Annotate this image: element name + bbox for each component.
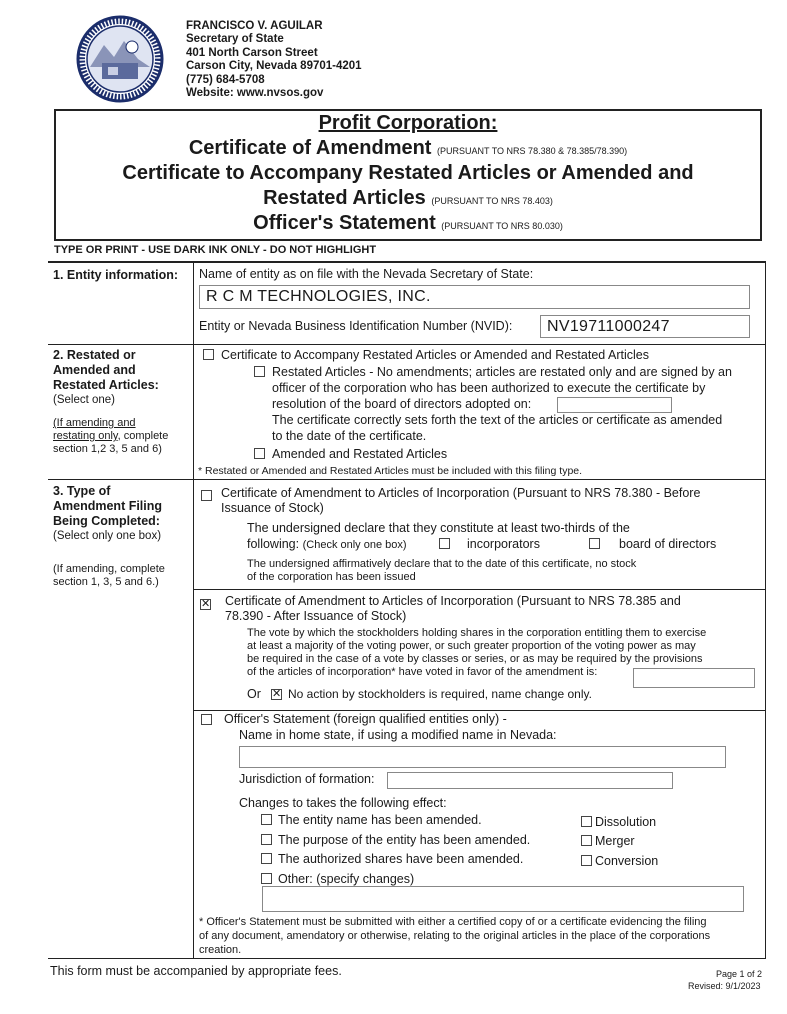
- revised-date: Revised: 9/1/2023: [688, 981, 761, 991]
- amendment-before-stock-l2: Issuance of Stock): [221, 501, 324, 515]
- address-city: Carson City, Nevada 89701-4201: [186, 60, 362, 73]
- table-right-border: [765, 262, 766, 959]
- amendment-after-stock-l2: 78.390 - After Issuance of Stock): [225, 609, 407, 623]
- section3-label: [53, 484, 162, 544]
- nvid-value: NV19711000247: [547, 318, 670, 335]
- subrow-divider-3b: [194, 710, 766, 711]
- restated-articles-l2: officer of the corporation who has been authorized to execute the certificate by: [272, 381, 706, 395]
- title-line4-main: Restated Articles: [263, 187, 426, 209]
- row-divider-1: [48, 344, 766, 345]
- or-label: Or: [247, 687, 261, 701]
- checkbox-dissolution[interactable]: [581, 816, 592, 827]
- two-thirds-declaration: The undersigned declare that they constitute at least two-thirds of the: [247, 521, 630, 535]
- checkbox-conversion[interactable]: [581, 855, 592, 866]
- no-action-label: No action by stockholders is required, name change only.: [288, 687, 592, 701]
- jurisdiction-field[interactable]: [387, 772, 673, 789]
- section2-label-l2: Amended and: [53, 363, 136, 377]
- table-bottom-border: [48, 958, 766, 959]
- nevada-state-seal-icon: [76, 15, 164, 103]
- nvid-prompt: Entity or Nevada Business Identification Number (NVID):: [199, 319, 513, 333]
- title-line5-note: (PURSUANT TO NRS 80.030): [441, 221, 563, 231]
- section3-label-l1: 3. Type of: [53, 484, 111, 498]
- label-board-of-directors: board of directors: [619, 537, 717, 551]
- restated-articles-l1: Restated Articles - No amendments; articles are restated only and are signed by an: [272, 365, 732, 379]
- label-incorporators: incorporators: [467, 537, 540, 551]
- form-title-box: [54, 109, 762, 241]
- section2-label-l3: Restated Articles:: [53, 378, 159, 392]
- no-stock-declaration-l2: of the corporation has been issued: [247, 571, 416, 583]
- address-street: 401 North Carson Street: [186, 46, 318, 59]
- option-amended-restated: Amended and Restated Articles: [272, 447, 448, 461]
- vote-text-l3: be required in the case of a vote by classes or series, or as may be required by the provisions: [247, 653, 703, 665]
- checkbox-incorporators[interactable]: [439, 538, 450, 549]
- checkbox-purpose-amended[interactable]: [261, 834, 272, 845]
- restated-articles-l5: to the date of the certificate.: [272, 429, 427, 443]
- fees-notice: This form must be accompanied by appropriate fees.: [50, 964, 342, 978]
- checkbox-entity-name-amended[interactable]: [261, 814, 272, 825]
- title-certificate-of-amendment: [56, 137, 760, 160]
- home-state-name-field[interactable]: [239, 746, 726, 768]
- checkbox-certificate-accompany[interactable]: [203, 349, 214, 360]
- checkbox-restated-articles[interactable]: [254, 366, 265, 377]
- vote-text-l1: The vote by which the stockholders holding shares in the corporation entitling them to exercise: [247, 627, 707, 639]
- title-line4-note: (PURSUANT TO NRS 78.403): [431, 196, 553, 206]
- amendment-after-stock-l1: Certificate of Amendment to Articles of Incorporation (Pursuant to NRS 78.385 and: [225, 594, 681, 608]
- table-column-divider: [193, 262, 194, 959]
- checkbox-amendment-before-stock[interactable]: [201, 490, 212, 501]
- section2-select-one: (Select one): [53, 394, 116, 406]
- entity-name-prompt: Name of entity as on file with the Nevada Secretary of State:: [199, 267, 534, 281]
- label-conversion: Conversion: [595, 854, 659, 868]
- phone: (775) 684-5708: [186, 73, 265, 86]
- title-profit-corporation: Profit Corporation:: [318, 112, 498, 134]
- title-certificate-accompany: Certificate to Accompany Restated Articles or Amended and: [122, 162, 694, 184]
- check-only-one-note: (Check only one box): [302, 539, 407, 551]
- section3-label-l2: Amendment Filing: [53, 499, 163, 513]
- page-number: Page 1 of 2: [716, 969, 763, 979]
- checkbox-board-of-directors[interactable]: [589, 538, 600, 549]
- checkbox-merger[interactable]: [581, 835, 592, 846]
- section3-note: [53, 563, 165, 589]
- option-certificate-accompany: Certificate to Accompany Restated Articles or Amended and Restated Articles: [221, 348, 649, 362]
- label-dissolution: Dissolution: [595, 815, 657, 829]
- section1-label: 1. Entity information:: [53, 268, 178, 282]
- section3-label-l3: Being Completed:: [53, 514, 160, 528]
- title-line5-main: Officer's Statement: [253, 212, 436, 234]
- option-other-changes: Other: (specify changes): [278, 872, 415, 886]
- section2-note-l3: section 1,2 3, 5 and 6): [53, 443, 162, 455]
- entity-name-value: R C M TECHNOLOGIES, INC.: [206, 288, 431, 305]
- following-label: following:: [247, 537, 300, 551]
- restated-articles-l3: resolution of the board of directors adopted on:: [272, 397, 532, 411]
- jurisdiction-label: Jurisdiction of formation:: [239, 772, 375, 786]
- checkbox-other-changes[interactable]: [261, 873, 272, 884]
- checkmark-x-icon: ✕: [201, 598, 211, 610]
- amendment-before-stock-l1: Certificate of Amendment to Articles of Incorporation (Pursuant to NRS 78.380 - Before: [221, 486, 701, 500]
- ink-instruction: TYPE OR PRINT - USE DARK INK ONLY - DO NOT HIGHLIGHT: [54, 244, 377, 256]
- section3-note-l1: (If amending, complete: [53, 563, 165, 575]
- title-line2-main: Certificate of Amendment: [188, 137, 432, 159]
- checkbox-authorized-shares-amended[interactable]: [261, 853, 272, 864]
- table-top-border: [48, 261, 766, 263]
- option-entity-name-amended: The entity name has been amended.: [278, 813, 482, 827]
- section2-note-l1: (If amending and: [53, 417, 136, 429]
- option-authorized-shares-amended: The authorized shares have been amended.: [278, 852, 524, 866]
- label-merger: Merger: [595, 834, 635, 848]
- officer-footnote-l3: creation.: [199, 944, 242, 956]
- title-line2-note: (PURSUANT TO NRS 78.380 & 78.385/78.390): [437, 146, 628, 156]
- section3-note-l2: section 1, 3, 5 and 6.): [53, 576, 159, 588]
- officers-statement-l2: Name in home state, if using a modified name in Nevada:: [239, 728, 557, 742]
- checkbox-amended-restated[interactable]: [254, 448, 265, 459]
- nvid-field[interactable]: [540, 315, 750, 338]
- title-restated-articles: [56, 187, 760, 210]
- secretary-name: FRANCISCO V. AGUILAR: [186, 20, 323, 32]
- section2-label-l1: 2. Restated or: [53, 348, 136, 362]
- subrow-divider-3a: [194, 589, 766, 590]
- section2-note-l2: restating only, complete: [53, 430, 169, 442]
- entity-name-field[interactable]: [199, 285, 750, 309]
- checkbox-amendment-after-stock[interactable]: [200, 599, 211, 610]
- officer-footnote-l2: of any document, amendatory or otherwise, relating to the original articles in the place of the corporations: [199, 930, 711, 942]
- officers-statement-l1: Officer's Statement (foreign qualified entities only) -: [224, 712, 507, 726]
- secretary-of-state-header: [186, 20, 362, 100]
- board-resolution-date-field[interactable]: [557, 397, 672, 413]
- section2-note: [53, 417, 168, 456]
- changes-label: Changes to takes the following effect:: [239, 796, 447, 810]
- following-line: [247, 537, 407, 553]
- checkbox-officers-statement[interactable]: [201, 714, 212, 725]
- section3-select-one: (Select only one box): [53, 530, 162, 542]
- checkbox-no-action[interactable]: [271, 689, 282, 700]
- no-stock-declaration-l1: The undersigned affirmatively declare that to the date of this certificate, no stock: [247, 558, 637, 570]
- section2-footnote: * Restated or Amended and Restated Articles must be included with this filing type.: [198, 465, 583, 477]
- restated-articles-l4: The certificate correctly sets forth the text of the articles or certificate as amended: [272, 413, 723, 427]
- other-changes-field[interactable]: [262, 886, 744, 912]
- secretary-title: Secretary of State: [186, 33, 284, 46]
- title-officers-statement: [56, 212, 760, 235]
- option-purpose-amended: The purpose of the entity has been amended.: [278, 833, 531, 847]
- vote-text-l2: at least a majority of the voting power, or such greater proportion of the voting power as may: [247, 640, 696, 652]
- vote-text-l4: of the articles of incorporation* have voted in favor of the amendment is:: [247, 666, 598, 678]
- website: Website: www.nvsos.gov: [186, 87, 324, 100]
- vote-percentage-field[interactable]: [633, 668, 755, 688]
- checkmark-x-icon: ✕: [272, 688, 282, 700]
- row-divider-2: [48, 479, 766, 480]
- section2-label: [53, 348, 159, 408]
- officer-footnote-l1: * Officer's Statement must be submitted with either a certified copy of or a certificate evidencing the filing: [199, 916, 707, 928]
